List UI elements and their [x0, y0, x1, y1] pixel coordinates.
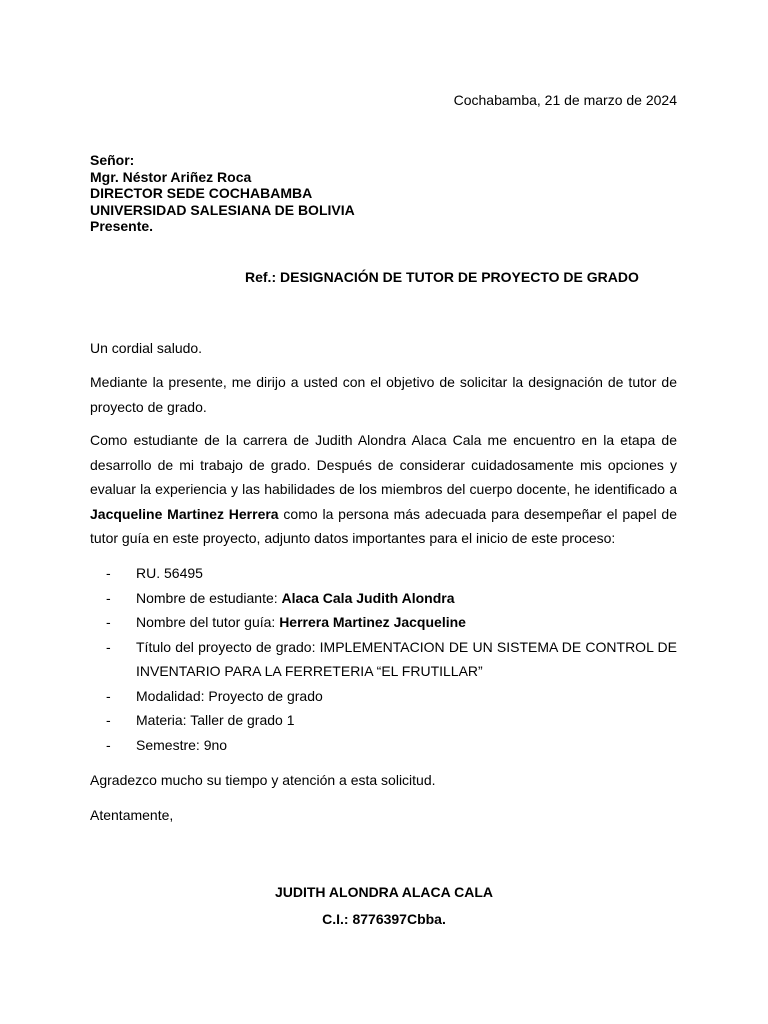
date-line: Cochabamba, 21 de marzo de 2024	[453, 92, 677, 108]
tutor-name-highlight: Jacqueline Martinez Herrera	[90, 505, 279, 522]
list-item-modality	[90, 684, 677, 709]
reference-line: Ref.: DESIGNACIÓN DE TUTOR DE PROYECTO DE GRADO	[245, 269, 639, 285]
list-item-semester	[90, 733, 677, 758]
paragraph-context	[90, 428, 677, 551]
greeting: Un cordial saludo.	[90, 340, 203, 356]
list-item-label: Modalidad: Proyecto de grado	[136, 687, 323, 704]
tutor-name-value: Herrera Martinez Jacqueline	[279, 614, 466, 630]
details-list	[90, 561, 677, 757]
recipient-name: Mgr. Néstor Ariñez Roca	[90, 168, 252, 185]
list-bullet: -	[106, 712, 111, 728]
closing-thanks: Agradezco mucho su tiempo y atención a esta solicitud.	[90, 772, 436, 788]
recipient-block	[90, 152, 355, 235]
list-item-label: Materia: Taller de grado 1	[136, 712, 295, 728]
paragraph-context-outro: como la persona más adecuada para desempeñar el papel de tutor guía en este proyecto, adjunto datos importantes para el inicio de este proceso:	[90, 505, 677, 546]
student-name-value: Alaca Cala Judith Alondra	[281, 589, 455, 606]
list-bullet: -	[106, 687, 111, 704]
paragraph-context-intro: Como estudiante de la carrera de Judith Alondra Alaca Cala me encuentro en la etapa de desarrollo de mi trabajo de grado. Después de considerar cuidadosamente mis opciones y evaluar la experiencia y las habilidades de los miembros del cuerpo docente, he identificado a	[90, 432, 677, 497]
recipient-salutation: Señor:	[90, 152, 135, 168]
recipient-position: DIRECTOR SEDE COCHABAMBA	[90, 185, 313, 201]
list-item-label: Nombre de estudiante:	[136, 589, 282, 606]
list-bullet: -	[106, 589, 111, 606]
recipient-closing: Presente.	[90, 218, 154, 234]
list-item-label: RU. 56495	[136, 565, 203, 581]
list-item-project-title	[90, 635, 677, 684]
list-item-ru	[90, 561, 677, 586]
list-bullet: -	[106, 736, 111, 753]
list-item-subject	[90, 708, 677, 733]
list-bullet: -	[106, 614, 111, 630]
recipient-institution: UNIVERSIDAD SALESIANA DE BOLIVIA	[90, 201, 355, 218]
closing-sign: Atentamente,	[90, 807, 174, 823]
list-item-label: Semestre: 9no	[136, 736, 228, 753]
paragraph-request: Mediante la presente, me dirijo a usted con el objetivo de solicitar la designación de tutor de proyecto de grado.	[90, 374, 677, 415]
list-item-label: Título del proyecto de grado: IMPLEMENTACION DE UN SISTEMA DE CONTROL DE INVENTARIO PARA LA FERRETERIA “EL FRUTILLAR”	[136, 638, 677, 679]
list-item-tutor	[90, 610, 677, 635]
signature-ci: C.I.: 8776397Cbba.	[322, 911, 446, 927]
list-bullet: -	[106, 638, 111, 655]
signature-name: JUDITH ALONDRA ALACA CALA	[274, 884, 494, 900]
list-item-label: Nombre del tutor guía:	[136, 614, 280, 630]
list-bullet: -	[106, 565, 111, 581]
list-item-student	[90, 586, 677, 611]
